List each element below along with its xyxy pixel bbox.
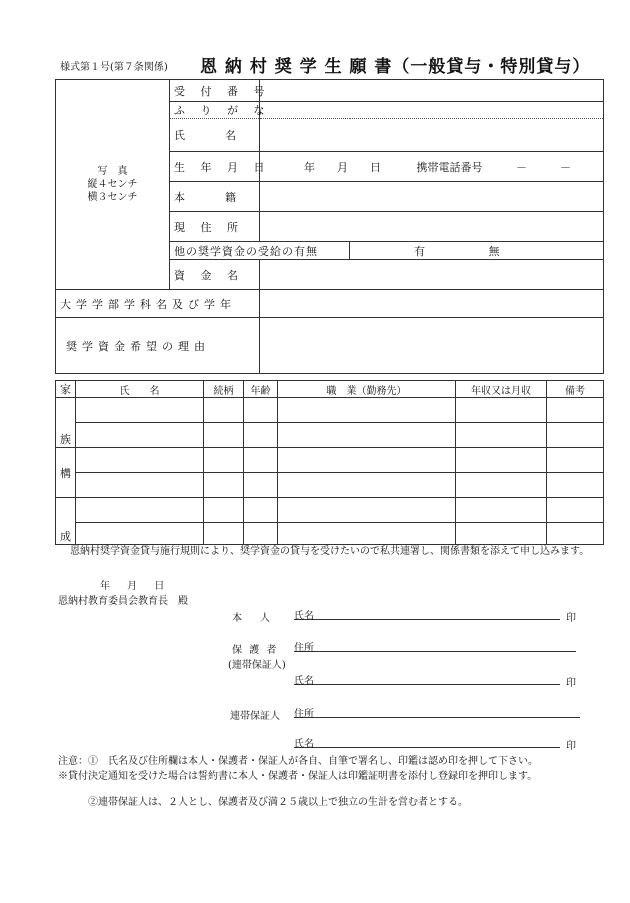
dob-label: 生 年 月 日 <box>170 152 260 182</box>
guarantor-name-label: 氏名 <box>294 739 314 750</box>
applicant-name-field[interactable] <box>294 607 560 620</box>
furigana-label: ふ り が な <box>170 102 260 119</box>
guarantor-name-field[interactable] <box>294 735 560 748</box>
applicant-name-label: 氏名 <box>294 611 314 622</box>
family-header-relation: 続柄 <box>204 381 244 398</box>
other-scholarship-label: 他の奨学資金の受給の有無 <box>170 242 350 260</box>
guardian-seal: 印 <box>566 678 576 689</box>
guarantor-address-field[interactable] <box>294 705 580 718</box>
family-side-1: 家 <box>56 381 76 398</box>
applicant-seal: 印 <box>566 613 576 624</box>
furigana-field[interactable] <box>260 102 604 119</box>
guardian-name-field[interactable] <box>294 672 560 685</box>
note-1: 注意：① 氏名及び住所欄は本人・保護者・保証人が各自、自筆で署名し、印鑑は認め印を押して下さい。 <box>58 756 538 767</box>
guardian-name-label: 氏名 <box>294 676 314 687</box>
application-statement: 恩納村奨学資金貸与施行規則により、奨学資金の貸与を受けたいので私共連署し、関係書類を添えて申し込みます。 <box>70 546 590 557</box>
other-scholarship-choice[interactable] <box>350 242 604 260</box>
receipt-no-field[interactable] <box>260 80 604 102</box>
guardian-address-field[interactable] <box>294 639 576 652</box>
table-row <box>56 473 604 498</box>
addressee: 恩納村教育委員会教育長 殿 <box>58 596 188 607</box>
domicile-label: 本 籍 <box>170 182 260 212</box>
photo-box <box>56 80 170 290</box>
family-side-2: 族 <box>56 398 76 448</box>
name-label: 氏 名 <box>170 119 260 152</box>
table-row <box>56 523 604 545</box>
table-row <box>56 498 604 523</box>
guardian-label: 保 護 者 <box>232 645 279 656</box>
dob-mobile-field[interactable] <box>260 152 604 182</box>
family-header-occupation: 職 業（勤務先） <box>278 381 456 398</box>
choice-yes[interactable]: 有 <box>414 244 425 258</box>
choice-no[interactable]: 無 <box>488 244 500 258</box>
photo-width: 横３センチ <box>87 192 138 203</box>
domicile-field[interactable] <box>260 182 604 212</box>
family-header-name: 氏 名 <box>76 381 204 398</box>
table-row <box>56 448 604 473</box>
family-header-age: 年齢 <box>244 381 278 398</box>
fund-name-field[interactable] <box>260 260 604 290</box>
guardian-address-label: 住所 <box>294 643 314 654</box>
family-header-notes: 備考 <box>547 381 604 398</box>
reason-field[interactable] <box>260 318 604 374</box>
address-field[interactable] <box>260 212 604 242</box>
reason-label: 奨学資金希望の理由 <box>56 318 260 374</box>
photo-height: 縦４センチ <box>87 179 138 190</box>
form-title: 恩 納 村 奨 学 生 願 書（一般貸与・特別貸与） <box>200 57 591 77</box>
family-side-4: 成 <box>56 498 76 545</box>
guarantor-label: 連帯保証人 <box>230 711 280 722</box>
application-date[interactable]: 年 月 日 <box>100 581 165 592</box>
guarantor-address-label: 住所 <box>294 709 314 720</box>
table-row <box>56 423 604 448</box>
guarantor-seal: 印 <box>566 741 576 752</box>
family-table <box>55 380 604 545</box>
address-label: 現 住 所 <box>170 212 260 242</box>
applicant-label: 本 人 <box>232 613 274 624</box>
university-field[interactable] <box>260 290 604 318</box>
family-header-income: 年収又は月収 <box>456 381 547 398</box>
guardian-sub-label: (連帯保証人) <box>228 660 286 671</box>
name-field[interactable] <box>260 119 604 152</box>
form-number: 様式第１号(第７条関係) <box>60 62 168 73</box>
receipt-no-label: 受 付 番 号 <box>170 80 260 102</box>
mobile-separator: － － <box>516 160 571 174</box>
form-header <box>60 52 591 77</box>
note-2: ※貸付決定通知を受けた場合は誓約書に本人・保護者・保証人は印鑑証明書を添付し登録印を押印します。 <box>58 771 538 782</box>
photo-label: 写 真 <box>97 166 128 177</box>
mobile-label: 携帯電話番号 <box>416 160 483 174</box>
family-side-3: 構 <box>56 448 76 498</box>
university-label: 大学学部学科名及び学年 <box>56 290 260 318</box>
applicant-info-table <box>55 79 604 374</box>
table-row <box>56 398 604 423</box>
note-3: ②連帯保証人は、２人とし、保護者及び満２５歳以上で独立の生計を営む者とする。 <box>88 797 468 808</box>
dob-value: 年 月 日 <box>304 160 381 174</box>
fund-name-label: 資 金 名 <box>170 260 260 290</box>
